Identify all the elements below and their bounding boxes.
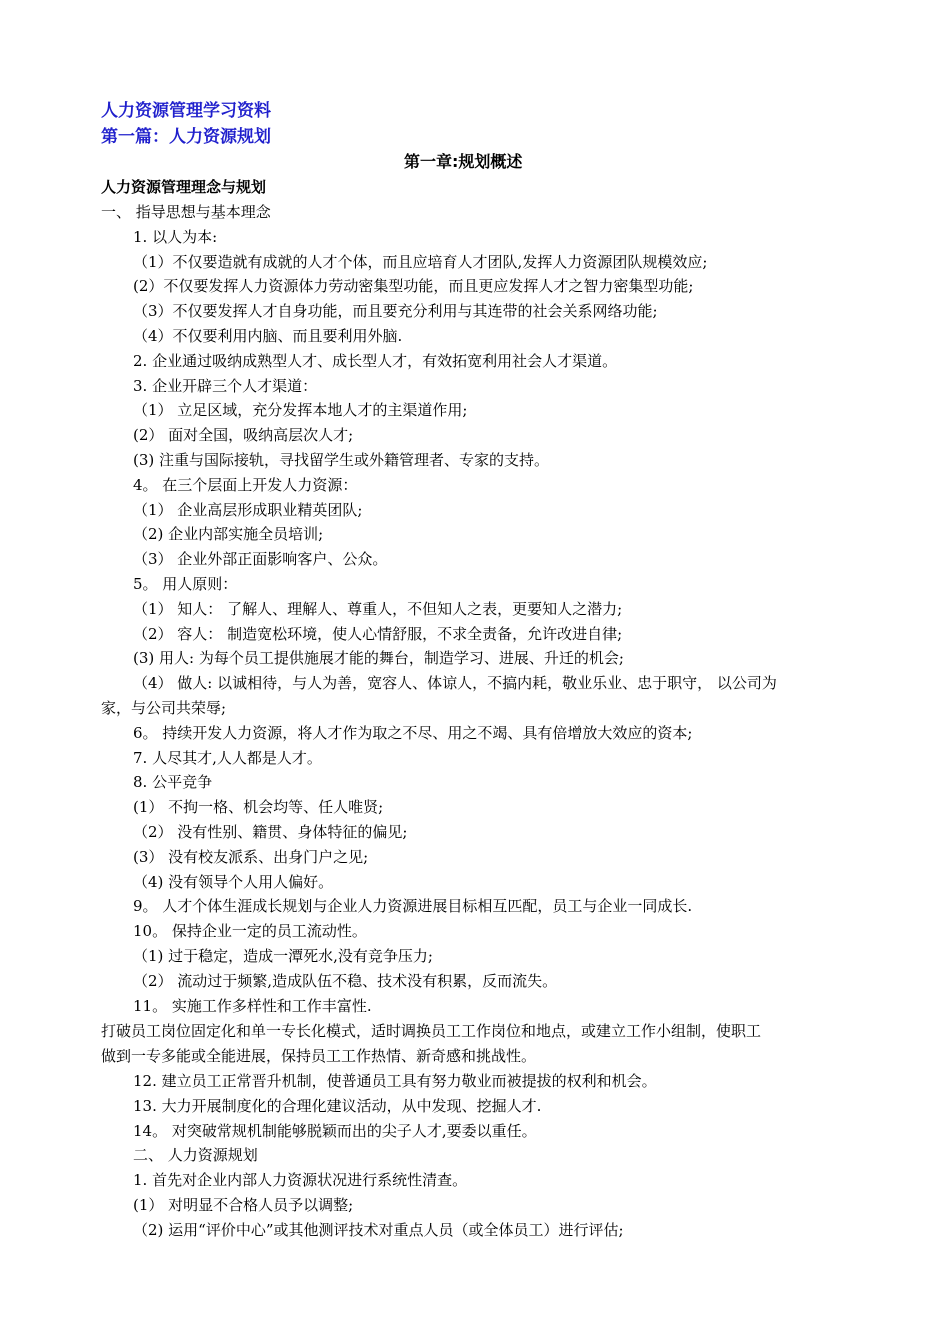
body-line: （4） 做人: 以诚相待，与人为善，宽容人、体谅人，不搞内耗，敬业乐业、忠于职守， 以公司为 — [133, 674, 777, 692]
body-line: （1） 企业高层形成职业精英团队; — [133, 501, 363, 519]
body-line: (3) 注重与国际接轨，寻找留学生或外籍管理者、专家的支持。 — [133, 451, 550, 469]
body-line: 14。 对突破常规机制能够脱颖而出的尖子人才,要委以重任。 — [133, 1122, 537, 1140]
body-line: (3) 用人: 为每个员工提供施展才能的舞台，制造学习、进展、升迁的机会; — [133, 649, 624, 667]
body-line: （4）不仅要利用内脑、而且要利用外脑. — [133, 327, 403, 345]
body-line: 11。 实施工作多样性和工作丰富性. — [133, 997, 372, 1015]
document-title: 人力资源管理学习资料 — [101, 101, 271, 121]
body-line: （3）不仅要发挥人才自身功能，而且要充分利用与其连带的社会关系网络功能; — [133, 302, 658, 320]
section-title: 人力资源管理理念与规划 — [101, 178, 267, 196]
heading-hr-planning: 二、 人力资源规划 — [133, 1146, 258, 1164]
body-line: （2） 容人： 制造宽松环境，使人心情舒服，不求全责备，允许改进自律; — [133, 625, 623, 643]
body-line: （2） 没有性别、籍贯、身体特征的偏见; — [133, 823, 408, 841]
body-line: (1） 对明显不合格人员予以调整; — [133, 1196, 354, 1214]
body-line: 13. 大力开展制度化的合理化建议活动，从中发现、挖掘人才. — [133, 1097, 542, 1115]
body-line: （1) 过于稳定，造成一潭死水,没有竞争压力; — [133, 947, 433, 965]
body-line: 打破员工岗位固定化和单一专长化模式，适时调换员工工作岗位和地点，或建立工作小组制，使职工 — [101, 1022, 762, 1040]
body-line: 1. 以人为本: — [133, 228, 218, 246]
body-line: （4) 没有领导个人用人偏好。 — [133, 873, 334, 891]
body-line: 8. 公平竞争 — [133, 773, 213, 791]
body-line: （1） 立足区域，充分发挥本地人才的主渠道作用; — [133, 401, 468, 419]
part-title: 第一篇：人力资源规划 — [101, 127, 271, 147]
body-line: 7. 人尽其才,人人都是人才。 — [133, 749, 322, 767]
body-line: (2） 面对全国，吸纳高层次人才; — [133, 426, 354, 444]
body-line: 1. 首先对企业内部人力资源状况进行系统性清查。 — [133, 1171, 468, 1189]
body-line: （1） 知人： 了解人、理解人、尊重人，不但知人之表，更要知人之潜力; — [133, 600, 623, 618]
body-line: (3） 没有校友派系、出身门户之见; — [133, 848, 369, 866]
body-line: (2）不仅要发挥人力资源体力劳动密集型功能，而且更应发挥人才之智力密集型功能; — [133, 277, 694, 295]
body-line: （2) 运用“评价中心”或其他测评技术对重点人员（或全体员工）进行评估; — [133, 1221, 624, 1239]
body-line: （1）不仅要造就有成就的人才个体，而且应培育人才团队,发挥人力资源团队规模效应; — [133, 253, 708, 271]
body-line: 10。 保持企业一定的员工流动性。 — [133, 922, 367, 940]
body-line: 家，与公司共荣辱; — [101, 699, 227, 717]
heading-guiding-ideas: 一、 指导思想与基本理念 — [101, 203, 271, 221]
body-line: 12. 建立员工正常晋升机制，使普通员工具有努力敬业而被提拔的权利和机会。 — [133, 1072, 657, 1090]
body-line: （2） 流动过于频繁,造成队伍不稳、技术没有积累，反而流失。 — [133, 972, 558, 990]
chapter-title: 第一章:规划概述 — [404, 152, 523, 171]
body-line: 做到一专多能或全能进展，保持员工工作热情、新奇感和挑战性。 — [101, 1047, 537, 1065]
body-line: 9。 人才个体生涯成长规划与企业人力资源进展目标相互匹配，员工与企业一同成长. — [133, 897, 693, 915]
body-line: 6。 持续开发人力资源，将人才作为取之不尽、用之不竭、具有倍增放大效应的资本; — [133, 724, 693, 742]
body-line: (1） 不拘一格、机会均等、任人唯贤; — [133, 798, 384, 816]
body-line: （3） 企业外部正面影响客户、公众。 — [133, 550, 388, 568]
body-line: 5。 用人原则： — [133, 575, 238, 593]
body-line: 4。 在三个层面上开发人力资源： — [133, 476, 358, 494]
body-line: （2) 企业内部实施全员培训; — [133, 525, 324, 543]
body-line: 3. 企业开辟三个人才渠道： — [133, 377, 318, 395]
body-line: 2. 企业通过吸纳成熟型人才、成长型人才，有效拓宽利用社会人才渠道。 — [133, 352, 618, 370]
